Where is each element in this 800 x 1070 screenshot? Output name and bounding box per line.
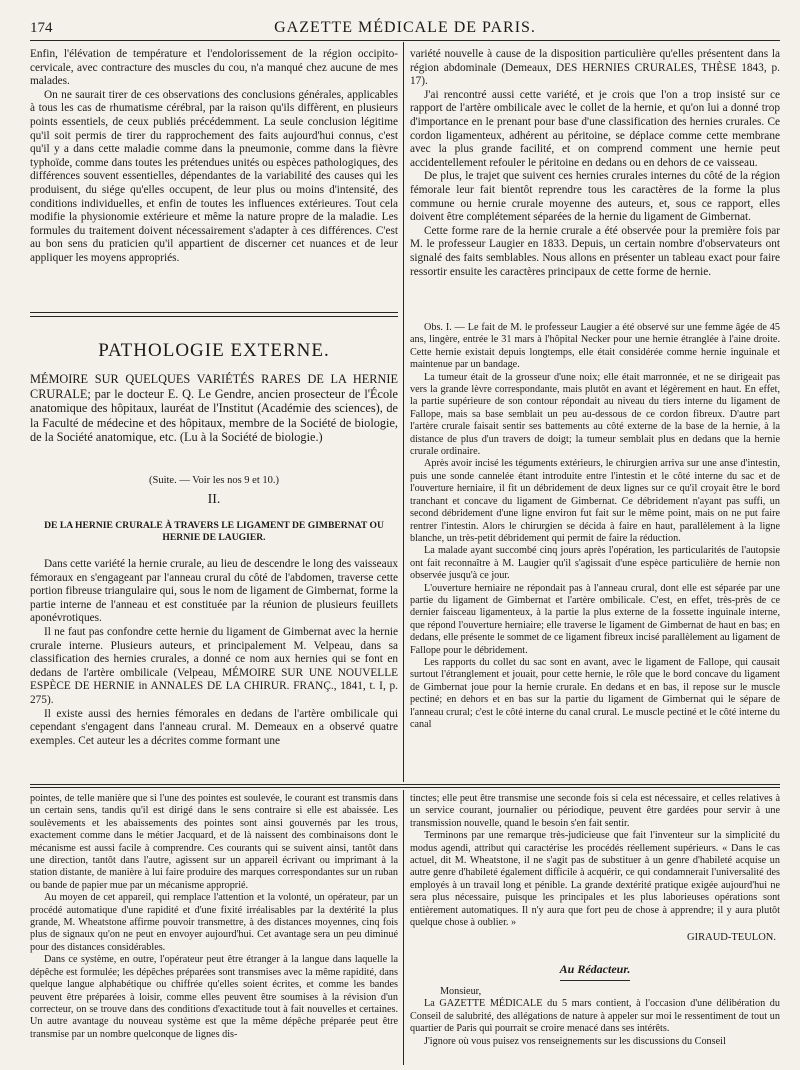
paragraph: Il existe aussi des hernies fémorales en dedans de l'artère ombilicale qui cependant s'engagent dans l'anneau crural. M. Demeaux en a observé quatre exemples. Cet auteur les a décrites comme formant une bbox=[30, 707, 398, 747]
section-rule-top bbox=[30, 312, 398, 317]
right-column-body bbox=[410, 48, 780, 279]
paragraph: On ne saurait tirer de ces observations des conclusions générales, applicables à tous les cas de rhumatisme cérébral, par la raison qu'ils diffèrent, en plusieurs points essentiels, de ceux publiés précédemment. La seule conclusion légitime qu'il soit permis de tirer du rapprochement des faits aujourd'hui connus, c'est qu'il y a dans cette maladie comme dans la pneumonie, comme dans la fièvre typhoïde, comme dans toutes les prétendues unités ou espèces pathologiques, des différences souvent essentielles, dépendantes de la variabilité des causes qui les produisent, du siége qu'elles occupent, de leur plus ou moins d'intensité, des conditions individuelles, et enfin de toutes les influences extérieures. Tout cela modifie la physionomie extérieure et même la nature propre de la maladie. Les formules du traitement doivent nécessairement s'adapter à ces différences. C'est au bon sens du praticien qu'il appartient de discerner cet nuances et de leur appliquer les moyens appropriés. bbox=[30, 88, 398, 264]
letter-title-rule bbox=[560, 980, 630, 981]
observation-paragraph: L'ouverture herniaire ne répondait pas à l'anneau crural, dont elle est séparée par une partie du ligament de Gimbernat et l'artère ombilicale. C'est, en effet, très-près de ce dernier faisceau ligamenteux, à la partie la plus externe de la fossette inguinale interne, que répond l'ouverture herniaire; elle traverse le ligament de Gimbernat de haut en bas; en dedans, elle présente le sommet de ce ligament fibreux incisé parallèlement au ligament de Fallope pour le débridement. bbox=[410, 582, 780, 656]
chapter-heading: DE LA HERNIE CRURALE À TRAVERS LE LIGAMENT DE GIMBERNAT OU HERNIE DE LAUGIER. bbox=[44, 520, 384, 543]
paragraph: pointes, de telle manière que si l'une des pointes est soulevée, le courant est transmis dans un certain sens, tandis qu'il est dirigé dans le sens contraire si elle est abaissée. Les soulèvements et les abaissements des pointes sont ainsi gouvernés par les trous, exactement comme dans le métier Jacquard, et de là naissent des combinaisons dont le mécanisme est aussi facile à comprendre. Ces courants qui se suivent ainsi, tantôt dans une direction, tantôt dans l'autre, agissent sur un appareil écrivant ou imprimant à la station distante, de manière à lui faire produire des marques correspondantes sur un ruban ou bande de papier mue par un mécanisme approprié. bbox=[30, 793, 398, 891]
paragraph: Dans ce système, en outre, l'opérateur peut être étranger à la langue dans laquelle la dépêche est formulée; les dépêches préparées sont transmises avec la même rapidité, dans quelque langue alphabétique ou chiffrée qu'elles soient écrites, et comme les bandes peuvent être préparées à loisir, comme elles peuvent être soumises à la révision d'un correcteur, on se trouve dans des conditions d'exactitude tout à fait nouvelles et certaines. Un autre avantage du nouveau système est que la même dépêche préparée peut être transmise par un nombre quelconque de lignes dis- bbox=[30, 954, 398, 1040]
letter-salutation: Monsieur, bbox=[440, 986, 482, 997]
section-title: PATHOLOGIE EXTERNE. bbox=[98, 340, 330, 361]
paragraph: J'ai rencontré aussi cette variété, et je crois que l'on a trop insisté sur ce rapport de l'artère ombilicale avec le collet de la hernie, et qu'on lui a donné trop d'importance en le prenant pour base d'une classification des hernies crurales. Ce cordon ligamenteux, adhérent au péritoine, se déplace comme cette membrane avec la plus grande facilité, et on comprend comment une hernie peut accidentellement refouler le péritoine en dedans ou en dehors de ce vaisseau. bbox=[410, 88, 780, 169]
observation-section bbox=[410, 322, 780, 731]
paragraph: tinctes; elle peut être transmise une seconde fois si cela est nécessaire, et celles relatives à un service courant, journalier ou périodique, peuvent être gardées pour servir à une transmission nouvelle, quand le besoin s'en fait sentir. bbox=[410, 793, 780, 829]
column-divider bbox=[403, 42, 404, 782]
paragraph: Enfin, l'élévation de température et l'endolorissement de la région occipito-cervicale, avec contracture des muscles du cou, n'a manqué chez aucune de mes malades. bbox=[30, 48, 398, 88]
left-column-body bbox=[30, 558, 398, 748]
left-column-intro bbox=[30, 48, 398, 266]
journal-title: GAZETTE MÉDICALE DE PARIS. bbox=[274, 19, 536, 36]
observation-paragraph: Obs. I. — Le fait de M. le professeur Laugier a été observé sur une femme âgée de 45 ans, lingère, entrée le 31 mars à l'hôpital Necker pour une hernie étranglée à l'aine droite. Cette hernie existait depuis longtemps, elle était considérée comme hernie inguinale et maintenue par un bandage. bbox=[410, 322, 780, 371]
chapter-number: II. bbox=[207, 492, 221, 507]
paragraph: variété nouvelle à cause de la disposition particulière qu'elles présentent dans la région abdominale (Demeaux, DES HERNIES CRURALES, THÈSE 1843, p. 17). bbox=[410, 48, 780, 88]
paragraph: Au moyen de cet appareil, qui remplace l'attention et la volonté, un opérateur, par un procédé automatique d'une rapidité et d'une fixité irréalisables par la dextérité la plus grande, M. Wheatstone affirme pouvoir transmettre, à des distances moyennes, cinq fois plus de signaux qu'on ne peut en envoyer aujourd'hui. Cet avantage sera un peu diminué pour des distances considérables. bbox=[30, 892, 398, 953]
continuation-note: (Suite. — Voir les nos 9 et 10.) bbox=[149, 475, 279, 486]
paragraph: Il ne faut pas confondre cette hernie du ligament de Gimbernat avec la hernie crurale interne. Plusieurs auteurs, et principalement M. Velpeau, dans sa classification des hernies crurales, a donné ce nom aux hernies qui se font en dedans de l'artère ombilicale (Velpeau, MÉMOIRE SUR UNE NOUVELLE ESPÈCE DE HERNIE in ANNALES DE LA CHIRUR. FRANÇ., 1841, t. I, p. 275). bbox=[30, 625, 398, 706]
paragraph: J'ignore où vous puisez vos renseignements sur les discussions du Conseil bbox=[424, 1035, 726, 1047]
page-header bbox=[30, 18, 780, 41]
telegraph-article-left bbox=[30, 793, 398, 1041]
paragraph: De plus, le trajet que suivent ces hernies crurales internes du côté de la région fémorale leur fait bientôt reprendre tous les caractères de la forme la plus commune ou hernie crurale moyenne des auteurs, et, sous ce rapport, elles doivent être complétement séparées de la hernie du ligament de Gimbernat. bbox=[410, 170, 780, 224]
telegraph-article-right bbox=[410, 793, 780, 945]
paragraph: La GAZETTE MÉDICALE du 5 mars contient, à l'occasion d'une délibération du Conseil de salubrité, des allégations de nature à appeler sur moi le ressentiment de tout un quartier de Paris qui pourrait se croire menacé dans ses intérêts. bbox=[410, 998, 780, 1035]
paragraph: Cette forme rare de la hernie crurale a été observée pour la première fois par M. le professeur Laugier en 1833. Depuis, un certain nombre d'observateurs ont signalé des faits semblables. Nous allons en présenter un tableau exact pour faire ressortir ensuite les caractères principaux de cette forme de hernie. bbox=[410, 224, 780, 278]
observation-paragraph: La malade ayant succombé cinq jours après l'opération, les particularités de l'autopsie ont fait reconnaître à M. Laugier qu'il s'agissait d'une espèce particulière de hernie non observée jusqu'à ce jour. bbox=[410, 545, 780, 582]
page-number: 174 bbox=[30, 20, 53, 36]
feuilleton-rule bbox=[30, 784, 780, 788]
letter-title: Au Rédacteur. bbox=[559, 962, 631, 976]
observation-paragraph: Après avoir incisé les téguments extérieurs, le chirurgien arriva sur une anse d'intestin, puis une sonde cannelée étant introduite entre l'intestin et le côté interne du sac et de l'ouverture herniaire, il fit un débridement de deux lignes sur ce qu'il croyait être le bord tranchant et concave du ligament de Gimbernat. Ce débridement n'ayant pas suffi, un second débridement d'une ligne environ fut fait sur le même point, mais on ne put faire rentrer l'intestin. Alors le chirurgien se décida à faire en haut, parallèlement à la ligne blanche, un très-petit débridement qui permit de faire la réduction. bbox=[410, 458, 780, 544]
feuilleton-column-divider bbox=[403, 790, 404, 1065]
observation-paragraph: La tumeur était de la grosseur d'une noix; elle était marronnée, et ne se dirigeait pas vers la grande lèvre correspondante, mais plutôt en avant et légèrement en haut. En effet, la partie supérieure de son contour répondait au niveau du tiers interne du ligament de Fallope, mais sa base semblait un peu au-dessous de ce cordon fibreux. D'autre part l'artère crurale faisait sentir ses battements au côté externe de la base de la hernie, à la distance de plus d'un travers de doigt; la tumeur semblait plus en dedans que la hernie crurale ordinaire. bbox=[410, 371, 780, 458]
letter-to-editor bbox=[410, 986, 780, 1048]
memoire-heading: MÉMOIRE SUR QUELQUES VARIÉTÉS RARES DE LA HERNIE CRURALE; par le docteur E. Q. Le Gendre, ancien prosecteur de l'École anatomique des hôpitaux, lauréat de l'Institut (Académie des sciences), de la Faculté de médecine et des hôpitaux, membre de la Société de biologie, de la Société anatomique, etc. (Lu à la Société de biologie.) bbox=[30, 372, 398, 445]
observation-paragraph: Les rapports du collet du sac sont en avant, avec le ligament de Fallope, qui causait surtout l'étranglement et jouait, pour cette hernie, le rôle que le bord concave du ligament de Gimbernat joue pour la hernie crurale. En dedans et en bas, il repose sur le muscle pectiné; en dehors et en bas sur la partie du ligament de Gimbernat qui le sépare de l'anneau crural; c'est le côté interne du canal crural. Le muscle pectiné et le côté interne du canal bbox=[410, 656, 780, 730]
author-signature: GIRAUD-TEULON. bbox=[687, 932, 776, 944]
paragraph: Terminons par une remarque très-judicieuse que fait l'inventeur sur la simplicité du modus agendi, attribut qui caractérise les procédés réellement supérieurs. « Dans le cas actuel, dit M. Wheatstone, il ne s'agit pas de substituer à un genre d'habileté acquise un autre genre d'habileté également difficile à acquérir, ce qui condamnerait l'universalité des employés à un travail long et pénible. La grande dextérité pratique exigée aujourd'hui ne sera plus nécessaire, puisque les principales et les plus laborieuses opérations sont entièrement automatiques. Il n'y aura que fort peu de chose à apprendre; il y aura plutôt quelque chose à oublier. » bbox=[410, 830, 780, 929]
paragraph: Dans cette variété la hernie crurale, au lieu de descendre le long des vaisseaux fémoraux en s'engageant par l'anneau crural du côté de l'abdomen, traverse cette portion fibreuse triangulaire qui, sous le nom de ligament de Gimbernat, forme la partie interne de l'anneau et est constituée par la réunion de plusieurs feuillets aponévrotiques. bbox=[30, 558, 398, 625]
